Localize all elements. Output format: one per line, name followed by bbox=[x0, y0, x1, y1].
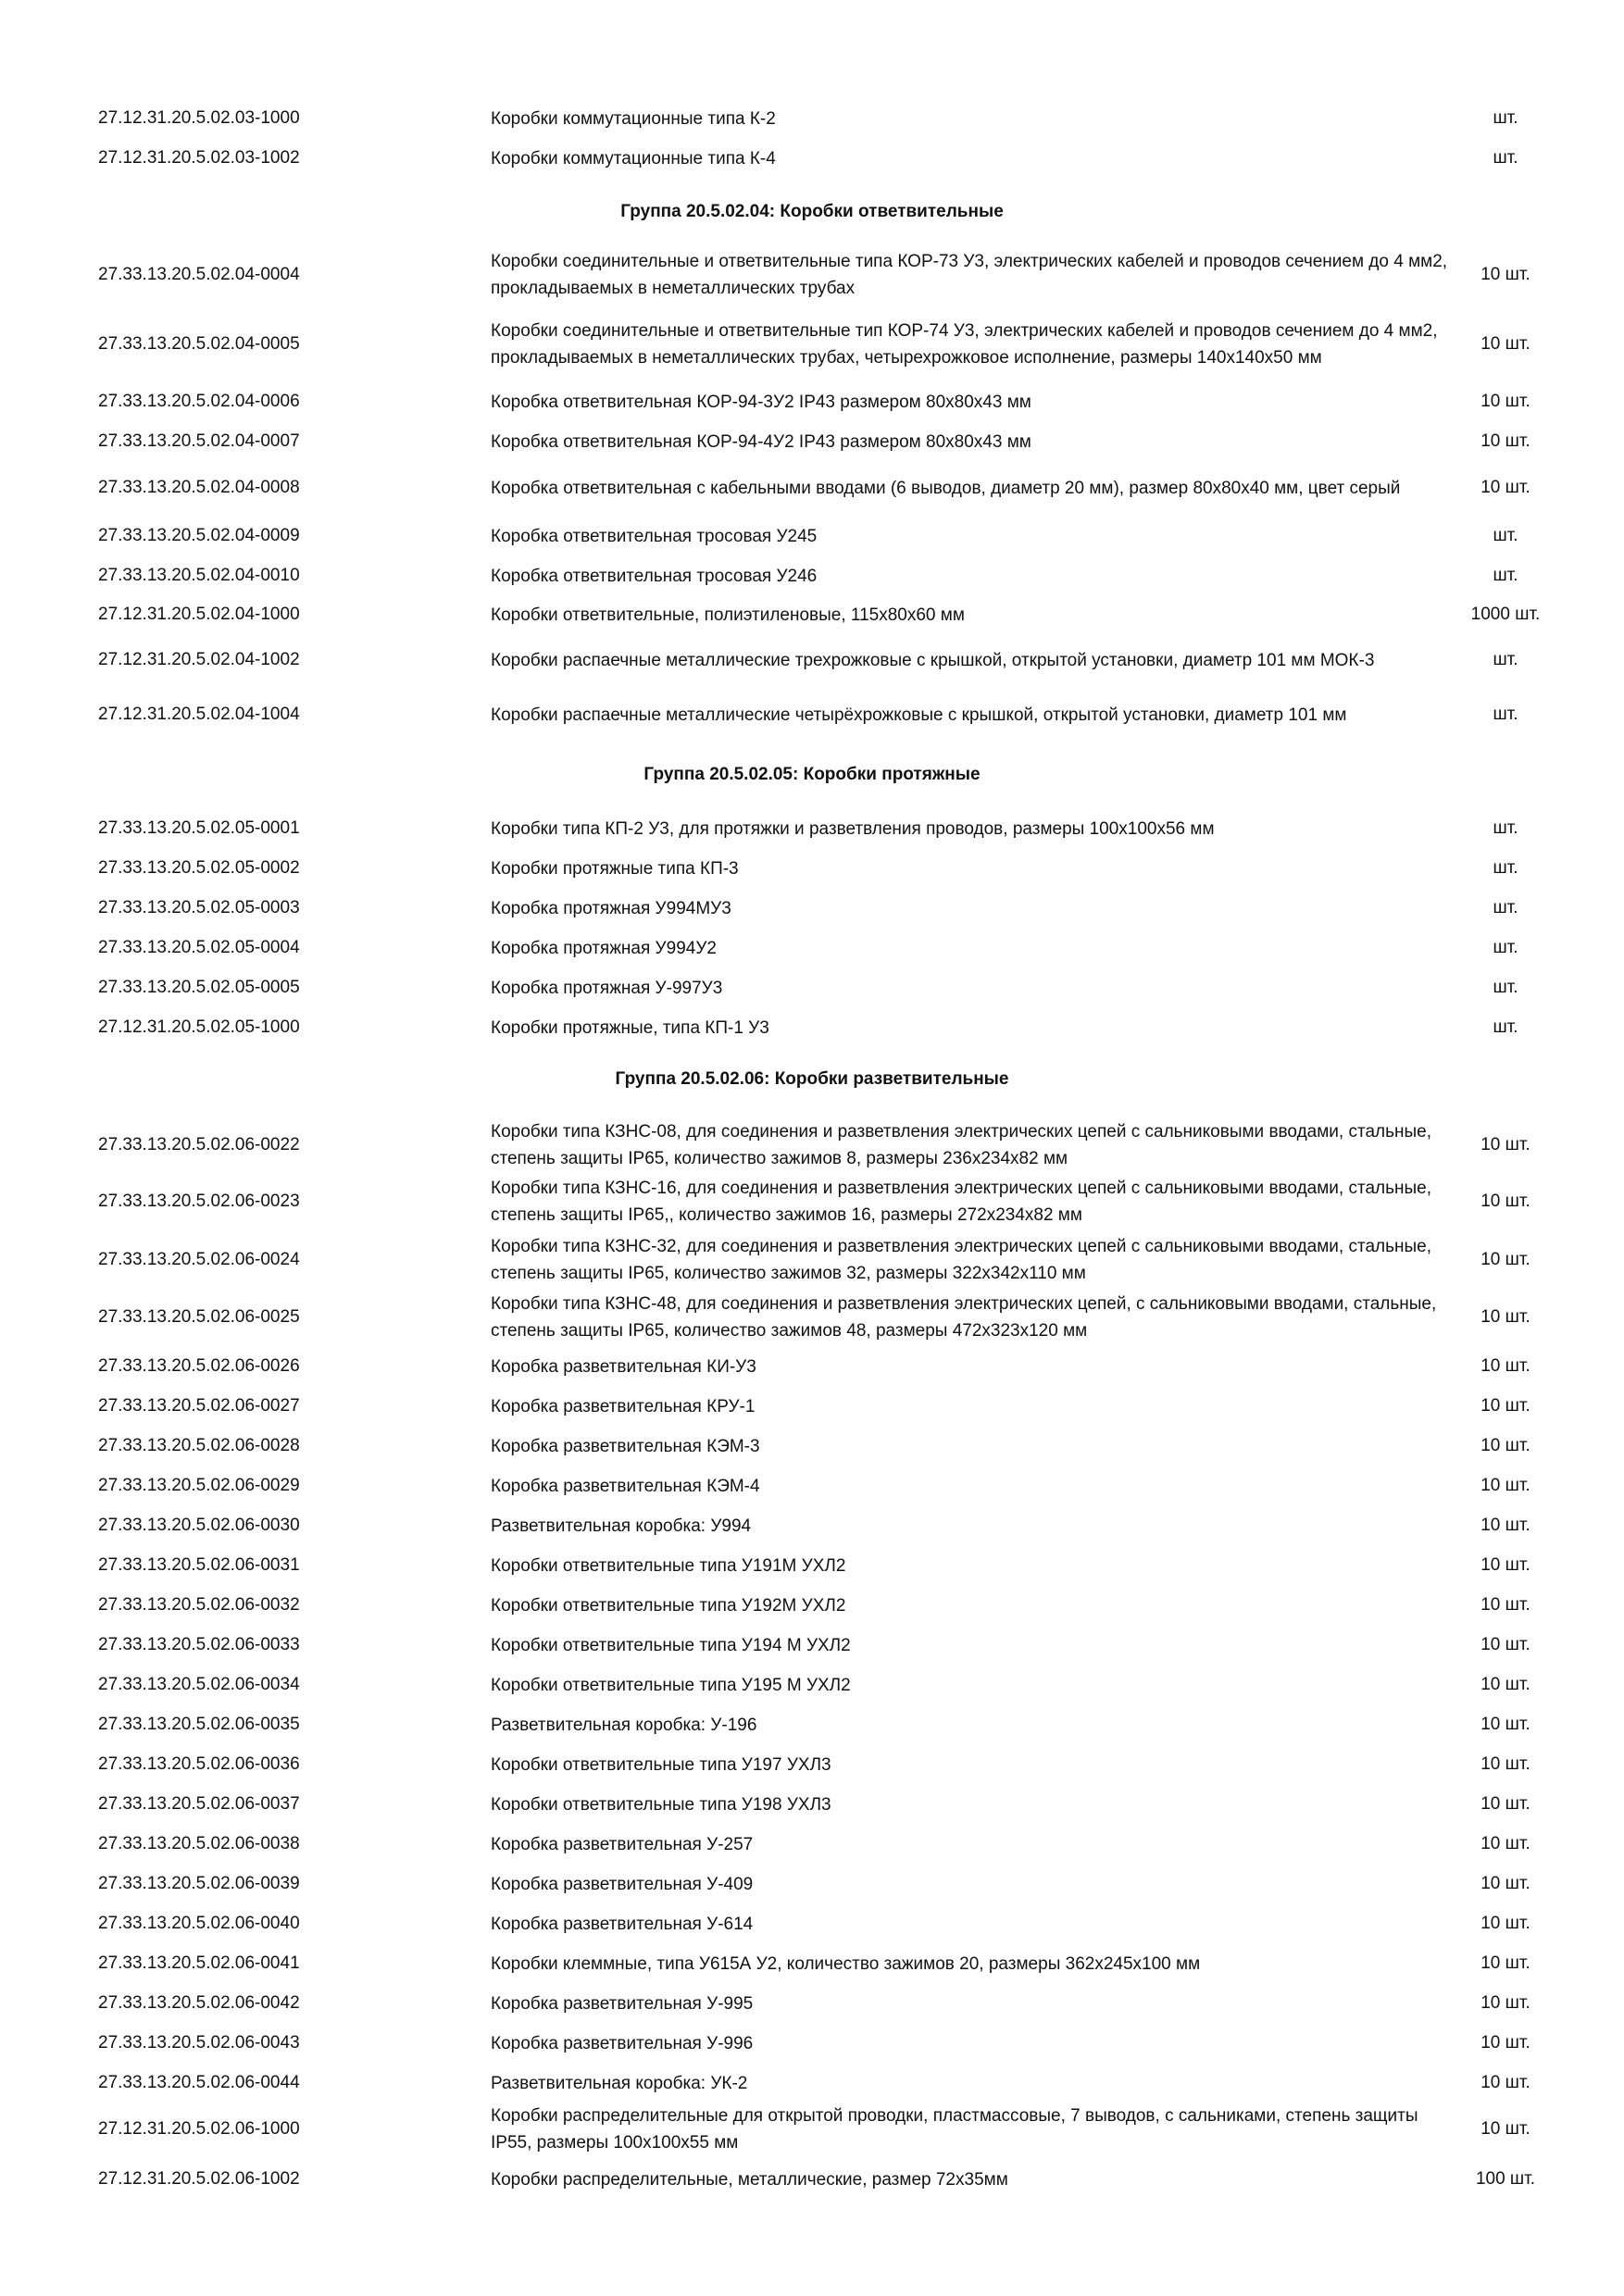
item-unit: 10 шт. bbox=[1480, 1396, 1530, 1416]
item-name: Коробки распределительные для открытой проводки, пластмассовые, 7 выводов, с сальниками, степень защиты IP55, размеры 100х100х55 мм bbox=[491, 2106, 1418, 2152]
item-code: 27.33.13.20.5.02.05-0003 bbox=[98, 898, 300, 917]
item-name: Коробки распределительные, металлические, размер 72х35мм bbox=[491, 2169, 1008, 2190]
item-name: Коробка ответвительная тросовая У245 bbox=[491, 526, 818, 546]
item-name: Коробка протяжная У994У2 bbox=[491, 938, 717, 958]
item-unit: 10 шт. bbox=[1480, 1874, 1530, 1893]
table-row bbox=[0, 2142, 1624, 2216]
item-name: Коробки ответвительные типа У197 УХЛ3 bbox=[491, 1754, 831, 1775]
item-unit: шт. bbox=[1493, 526, 1518, 545]
item-name: Коробки соединительные и ответвительные тип КОР-74 У3, электрических кабелей и проводов сечением до 4 мм2, прокладываемых в неметаллических трубах, четырехрожковое исполнение, размеры 140х140х50 мм bbox=[491, 321, 1438, 368]
item-name: Коробки ответвительные типа У191М УХЛ2 bbox=[491, 1555, 846, 1576]
item-code: 27.12.31.20.5.02.04-1002 bbox=[98, 650, 300, 669]
item-code: 27.33.13.20.5.02.06-0039 bbox=[98, 1874, 300, 1893]
item-name: Коробки типа КП-2 У3, для протяжки и разветвления проводов, размеры 100х100х56 мм bbox=[491, 818, 1215, 839]
item-unit: шт. bbox=[1493, 978, 1518, 997]
item-code: 27.12.31.20.5.02.06-1000 bbox=[98, 2119, 300, 2139]
group-title: Группа 20.5.02.04: Коробки ответвительные bbox=[620, 202, 1004, 221]
item-name: Коробки распаечные металлические трехрожковые с крышкой, открытой установки, диаметр 101 мм МОК-3 bbox=[491, 650, 1375, 670]
item-code: 27.33.13.20.5.02.06-0030 bbox=[98, 1516, 300, 1535]
item-unit: шт. bbox=[1493, 898, 1518, 917]
item-code: 27.33.13.20.5.02.05-0005 bbox=[98, 978, 300, 997]
item-code: 27.33.13.20.5.02.06-0032 bbox=[98, 1595, 300, 1615]
item-name: Коробка протяжная У-997У3 bbox=[491, 978, 723, 998]
item-code: 27.33.13.20.5.02.06-0031 bbox=[98, 1555, 300, 1575]
item-code: 27.12.31.20.5.02.06-1002 bbox=[98, 2169, 300, 2189]
item-unit: шт. bbox=[1493, 858, 1518, 878]
group-title: Группа 20.5.02.05: Коробки протяжные bbox=[643, 765, 981, 784]
item-unit: 10 шт. bbox=[1480, 1250, 1530, 1269]
item-code: 27.33.13.20.5.02.06-0034 bbox=[98, 1675, 300, 1694]
item-unit: 10 шт. bbox=[1480, 1356, 1530, 1376]
item-unit: 10 шт. bbox=[1480, 1993, 1530, 2013]
item-unit: шт. bbox=[1493, 1017, 1518, 1037]
item-code: 27.33.13.20.5.02.06-0026 bbox=[98, 1356, 300, 1376]
item-unit: 10 шт. bbox=[1480, 1307, 1530, 1327]
item-unit: 10 шт. bbox=[1480, 1476, 1530, 1495]
item-code: 27.33.13.20.5.02.06-0027 bbox=[98, 1396, 300, 1416]
item-name: Коробка ответвительная КОР-94-3У2 IP43 размером 80х80х43 мм bbox=[491, 392, 1031, 412]
item-unit: 10 шт. bbox=[1480, 1516, 1530, 1535]
item-unit: 10 шт. bbox=[1480, 1715, 1530, 1734]
item-unit: 10 шт. bbox=[1480, 1192, 1530, 1211]
item-unit: 10 шт. bbox=[1480, 1754, 1530, 1774]
item-unit: 10 шт. bbox=[1480, 478, 1530, 497]
item-unit: шт. bbox=[1493, 705, 1518, 724]
item-name: Коробка ответвительная КОР-94-4У2 IP43 размером 80х80х43 мм bbox=[491, 431, 1031, 452]
item-name: Коробка разветвительная У-409 bbox=[491, 1874, 754, 1894]
item-name: Разветвительная коробка: УК-2 bbox=[491, 2073, 748, 2093]
item-unit: 10 шт. bbox=[1480, 2073, 1530, 2092]
item-code: 27.33.13.20.5.02.06-0040 bbox=[98, 1914, 300, 1933]
item-name: Коробка разветвительная У-614 bbox=[491, 1914, 754, 1934]
item-unit: шт. bbox=[1493, 108, 1518, 128]
item-name: Коробка разветвительная КЭМ-4 bbox=[491, 1476, 760, 1496]
item-code: 27.33.13.20.5.02.06-0041 bbox=[98, 1953, 300, 1973]
item-unit: шт. bbox=[1493, 938, 1518, 957]
table-row bbox=[0, 238, 1624, 312]
item-name: Коробки ответвительные типа У195 М УХЛ2 bbox=[491, 1675, 851, 1695]
item-code: 27.33.13.20.5.02.04-0008 bbox=[98, 478, 300, 497]
item-unit: 10 шт. bbox=[1480, 1635, 1530, 1654]
item-code: 27.33.13.20.5.02.04-0005 bbox=[98, 334, 300, 354]
group-title: Группа 20.5.02.06: Коробки разветвительные bbox=[615, 1069, 1009, 1089]
item-unit: шт. bbox=[1493, 566, 1518, 585]
item-code: 27.33.13.20.5.02.04-0004 bbox=[98, 265, 300, 284]
item-code: 27.12.31.20.5.02.04-1004 bbox=[98, 705, 300, 724]
item-name: Коробки типа КЗНС-32, для соединения и разветвления электрических цепей с сальниковыми вводами, стальные, степень защиты IP65, количество зажимов 32, размеры 322х342х110 мм bbox=[491, 1237, 1431, 1283]
item-code: 27.33.13.20.5.02.06-0036 bbox=[98, 1754, 300, 1774]
item-name: Коробки ответвительные типа У198 УХЛ3 bbox=[491, 1794, 831, 1815]
item-name: Разветвительная коробка: У994 bbox=[491, 1516, 752, 1536]
group-heading bbox=[0, 1042, 1624, 1117]
item-code: 27.33.13.20.5.02.06-0033 bbox=[98, 1635, 300, 1654]
item-name: Коробки клеммные, типа У615А У2, количество зажимов 20, размеры 362х245х100 мм bbox=[491, 1953, 1201, 1974]
item-unit: 10 шт. bbox=[1480, 1555, 1530, 1575]
item-name: Коробки коммутационные типа К-2 bbox=[491, 108, 776, 129]
item-unit: шт. bbox=[1493, 148, 1518, 168]
item-unit: 10 шт. bbox=[1480, 1135, 1530, 1154]
item-unit: 10 шт. bbox=[1480, 334, 1530, 354]
item-code: 27.33.13.20.5.02.06-0028 bbox=[98, 1436, 300, 1455]
item-unit: 10 шт. bbox=[1480, 2033, 1530, 2053]
item-name: Коробки типа КЗНС-08, для соединения и разветвления электрических цепей с сальниковыми вводами, стальные, степень защиты IP65, количество зажимов 8, размеры 236х234х82 мм bbox=[491, 1122, 1431, 1168]
item-code: 27.33.13.20.5.02.06-0024 bbox=[98, 1250, 300, 1269]
item-unit: 10 шт. bbox=[1480, 1675, 1530, 1694]
item-name: Коробка протяжная У994МУ3 bbox=[491, 898, 731, 918]
item-code: 27.33.13.20.5.02.04-0006 bbox=[98, 392, 300, 411]
item-name: Коробка разветвительная У-257 bbox=[491, 1834, 754, 1854]
item-unit: 10 шт. bbox=[1480, 1595, 1530, 1615]
item-name: Коробки распаечные металлические четырёхрожковые с крышкой, открытой установки, диаметр 101 мм bbox=[491, 705, 1347, 725]
item-unit: 100 шт. bbox=[1475, 2169, 1536, 2189]
item-code: 27.33.13.20.5.02.04-0009 bbox=[98, 526, 300, 545]
item-name: Разветвительная коробка: У-196 bbox=[491, 1715, 757, 1735]
item-code: 27.12.31.20.5.02.03-1002 bbox=[98, 148, 300, 168]
item-name: Коробка разветвительная У-995 bbox=[491, 1993, 754, 2014]
item-code: 27.33.13.20.5.02.05-0002 bbox=[98, 858, 300, 878]
item-code: 27.33.13.20.5.02.06-0042 bbox=[98, 1993, 300, 2013]
item-name: Коробки протяжные, типа КП-1 У3 bbox=[491, 1017, 769, 1038]
item-code: 27.33.13.20.5.02.06-0029 bbox=[98, 1476, 300, 1495]
item-name: Коробки типа КЗНС-48, для соединения и разветвления электрических цепей, с сальниковыми вводами, стальные, степень защиты IP65, количество зажимов 48, размеры 472х323х120 мм bbox=[491, 1294, 1437, 1341]
item-unit: 10 шт. bbox=[1480, 1436, 1530, 1455]
item-code: 27.33.13.20.5.02.06-0035 bbox=[98, 1715, 300, 1734]
item-name: Коробки ответвительные типа У192М УХЛ2 bbox=[491, 1595, 846, 1616]
item-code: 27.33.13.20.5.02.06-0023 bbox=[98, 1192, 300, 1211]
item-code: 27.33.13.20.5.02.06-0043 bbox=[98, 2033, 300, 2053]
item-name: Коробка разветвительная КРУ-1 bbox=[491, 1396, 756, 1416]
item-code: 27.33.13.20.5.02.06-0025 bbox=[98, 1307, 300, 1327]
item-unit: 10 шт. bbox=[1480, 431, 1530, 451]
item-code: 27.12.31.20.5.02.03-1000 bbox=[98, 108, 300, 128]
item-code: 27.33.13.20.5.02.06-0038 bbox=[98, 1834, 300, 1853]
item-unit: шт. bbox=[1493, 818, 1518, 838]
item-code: 27.33.13.20.5.02.04-0010 bbox=[98, 566, 300, 585]
item-unit: 1000 шт. bbox=[1470, 605, 1541, 624]
item-name: Коробки ответвительные типа У194 М УХЛ2 bbox=[491, 1635, 851, 1655]
item-code: 27.12.31.20.5.02.05-1000 bbox=[98, 1017, 300, 1037]
item-name: Коробка разветвительная У-996 bbox=[491, 2033, 754, 2053]
item-code: 27.33.13.20.5.02.05-0004 bbox=[98, 938, 300, 957]
item-unit: 10 шт. bbox=[1480, 1953, 1530, 1973]
item-name: Коробка ответвительная с кабельными вводами (6 выводов, диаметр 20 мм), размер 80х80х40 мм, цвет серый bbox=[491, 478, 1401, 498]
item-name: Коробки коммутационные типа К-4 bbox=[491, 148, 776, 168]
item-code: 27.33.13.20.5.02.06-0022 bbox=[98, 1135, 300, 1154]
item-unit: 10 шт. bbox=[1480, 1794, 1530, 1814]
item-name: Коробка разветвительная КЭМ-3 bbox=[491, 1436, 760, 1456]
item-name: Коробка ответвительная тросовая У246 bbox=[491, 566, 818, 586]
item-code: 27.33.13.20.5.02.06-0037 bbox=[98, 1794, 300, 1814]
item-code: 27.33.13.20.5.02.04-0007 bbox=[98, 431, 300, 451]
item-code: 27.33.13.20.5.02.05-0001 bbox=[98, 818, 300, 838]
item-unit: 10 шт. bbox=[1480, 1834, 1530, 1853]
item-unit: 10 шт. bbox=[1480, 265, 1530, 284]
item-unit: 10 шт. bbox=[1480, 2119, 1530, 2139]
item-name: Коробка разветвительная КИ-У3 bbox=[491, 1356, 756, 1377]
item-unit: 10 шт. bbox=[1480, 1914, 1530, 1933]
item-name: Коробки соединительные и ответвительные типа КОР-73 У3, электрических кабелей и проводов сечением до 4 мм2, прокладываемых в неметаллических трубах bbox=[491, 252, 1448, 298]
item-code: 27.33.13.20.5.02.06-0044 bbox=[98, 2073, 300, 2092]
item-name: Коробки ответвительные, полиэтиленовые, 115х80х60 мм bbox=[491, 605, 965, 625]
item-name: Коробки типа КЗНС-16, для соединения и разветвления электрических цепей с сальниковыми вводами, стальные, степень защиты IP65,, количество зажимов 16, размеры 272х234х82 мм bbox=[491, 1179, 1431, 1225]
item-code: 27.12.31.20.5.02.04-1000 bbox=[98, 605, 300, 624]
item-unit: шт. bbox=[1493, 650, 1518, 669]
item-unit: 10 шт. bbox=[1480, 392, 1530, 411]
item-name: Коробки протяжные типа КП-3 bbox=[491, 858, 739, 879]
